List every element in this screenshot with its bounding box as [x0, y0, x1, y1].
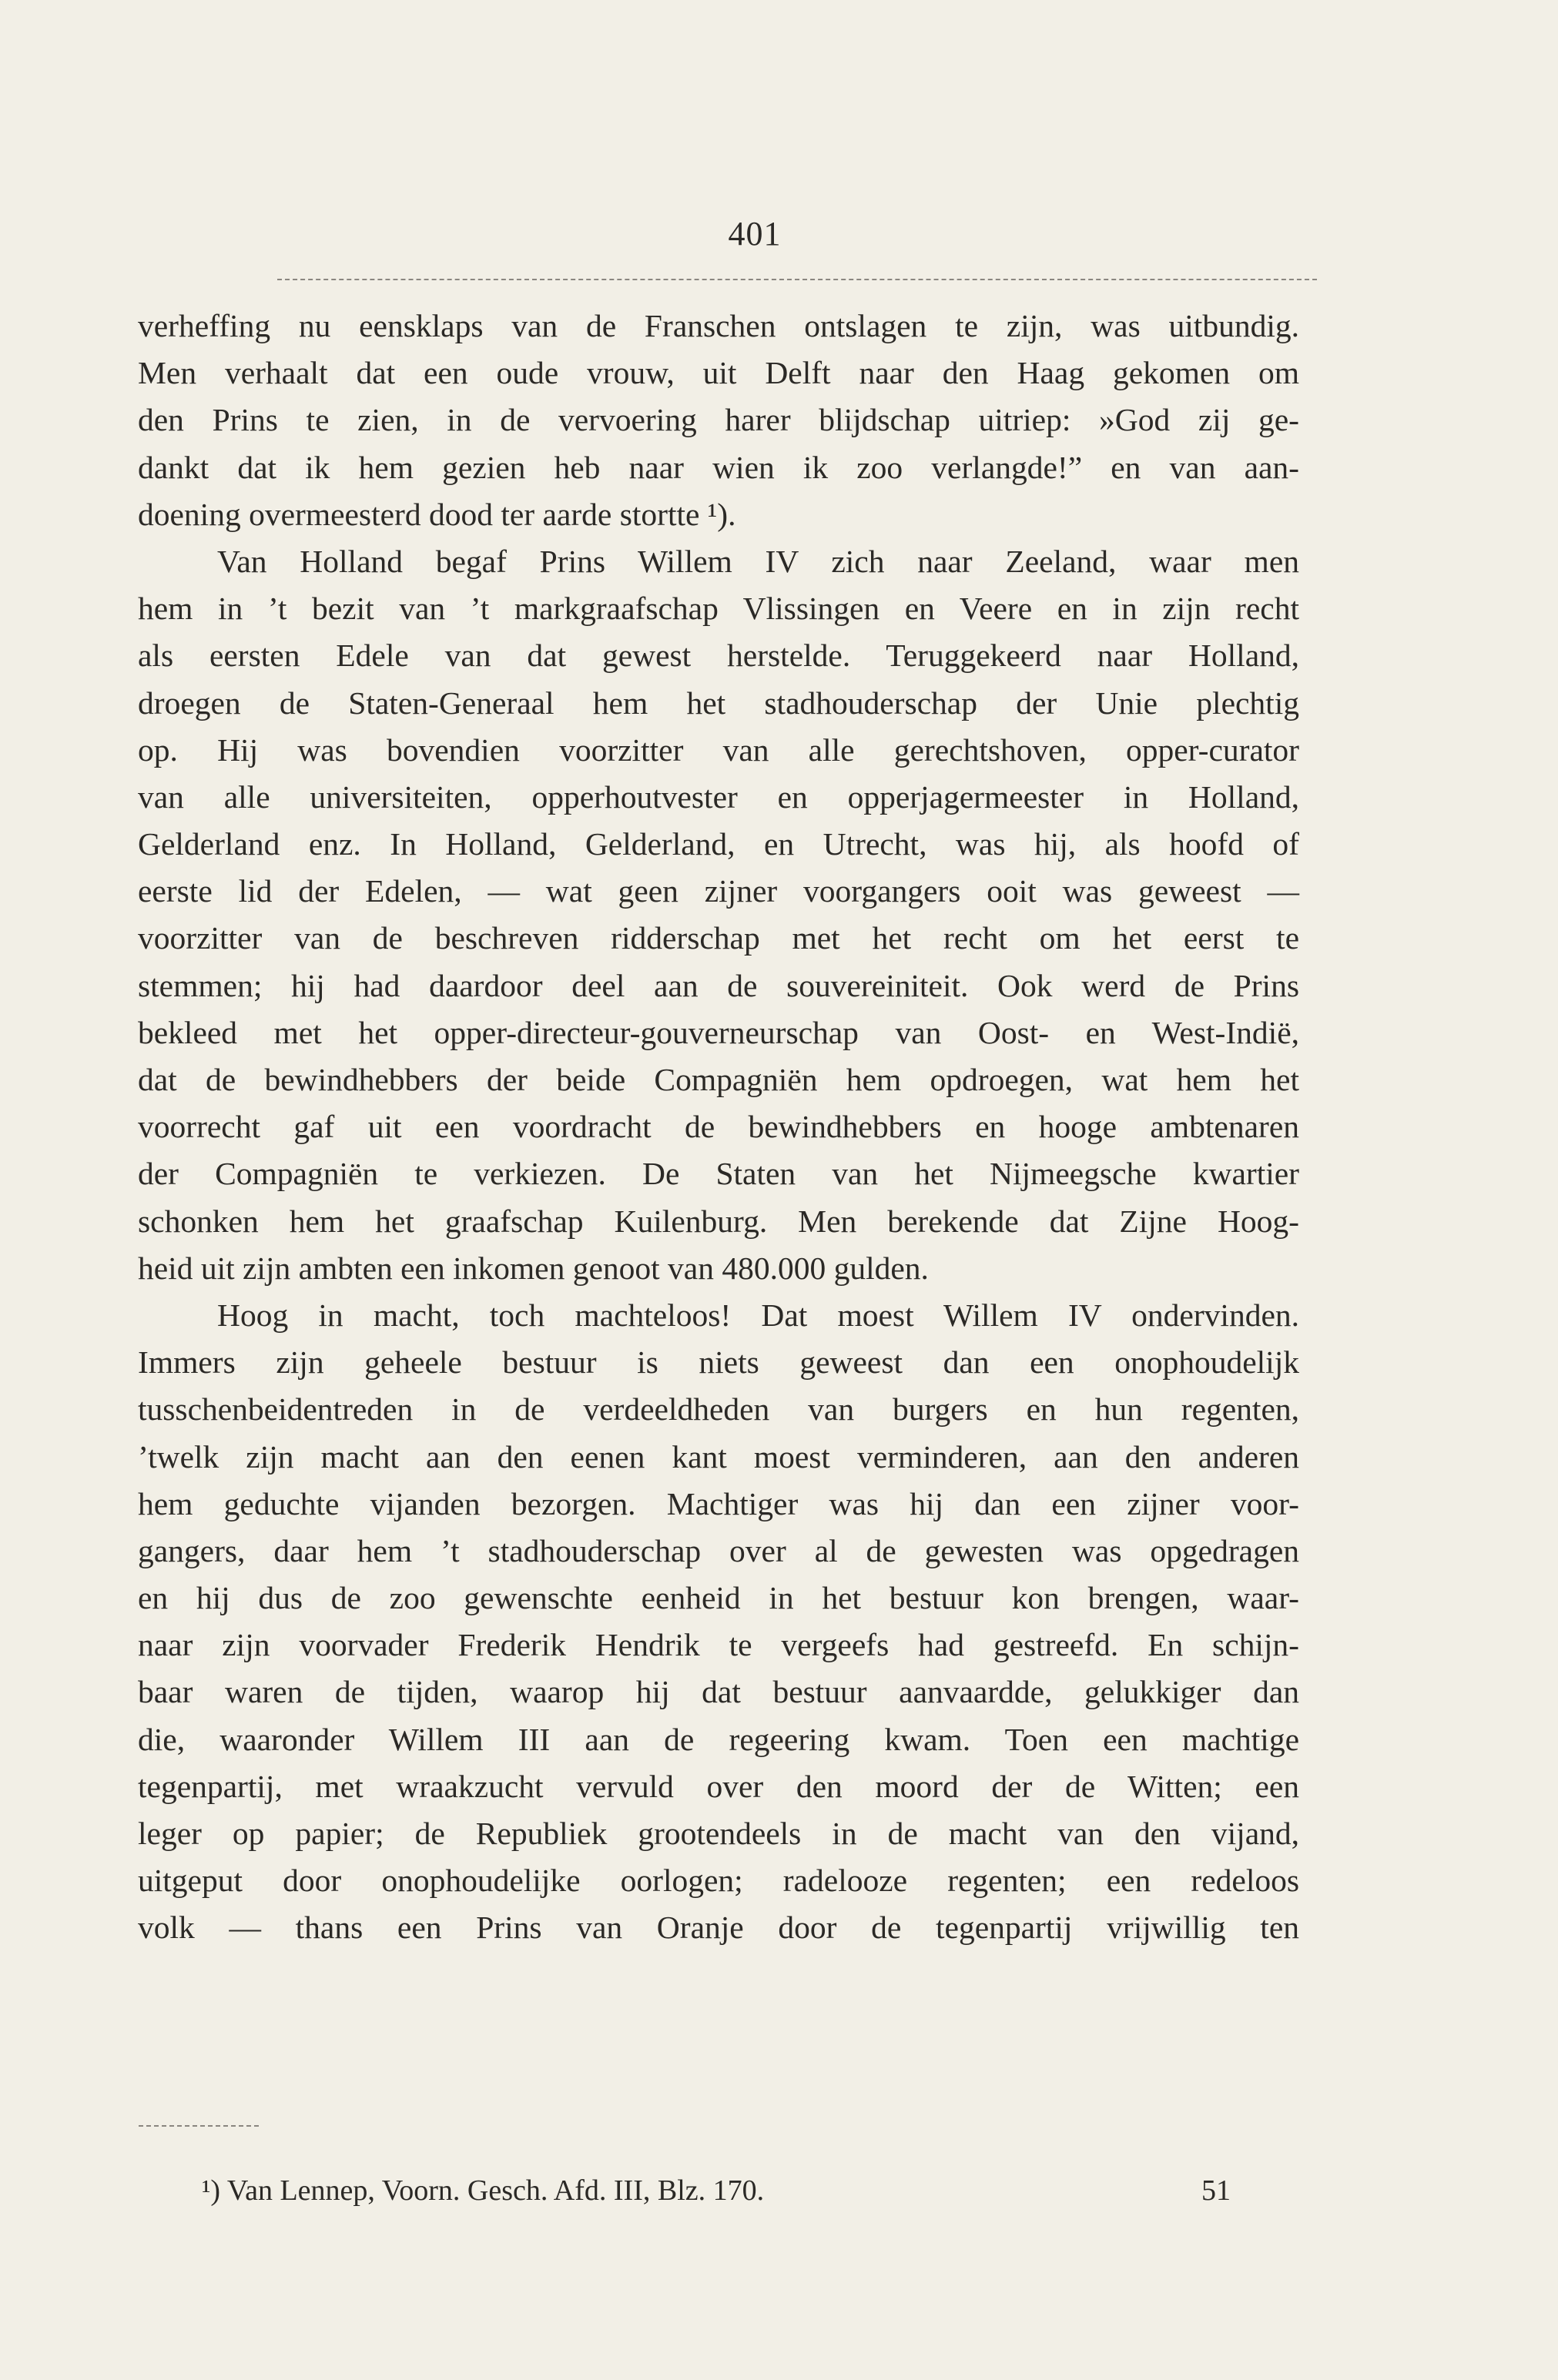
text-line: voorzitter van de beschreven ridderschap met het recht om het eerst te	[138, 920, 1299, 956]
footnote-rule	[139, 2125, 259, 2127]
text-line: tusschenbeidentreden in de verdeeldheden van burgers en hun regenten,	[138, 1391, 1299, 1428]
page-number: 401	[728, 215, 782, 253]
footnote-text: Van Lennep, Voorn. Gesch. Afd. III, Blz. 170.	[226, 2174, 765, 2207]
text-line: ’twelk zijn macht aan den eenen kant moest verminderen, aan den anderen	[138, 1438, 1299, 1475]
text-line: naar zijn voorvader Frederik Hendrik te vergeefs had gestreefd. En schijn-	[138, 1627, 1299, 1663]
text-line: stemmen; hij had daardoor deel aan de souvereiniteit. Ook werd de Prins	[138, 967, 1299, 1003]
text-line: heid uit zijn ambten een inkomen genoot van 480.000 gulden.	[138, 1250, 929, 1286]
text-line: uitgeput door onophoudelijke oorlogen; radelooze regenten; een redeloos	[138, 1863, 1299, 1899]
footnote	[202, 2174, 764, 2208]
text-line: Immers zijn geheele bestuur is niets geweest dan een onophoudelijk	[138, 1344, 1299, 1381]
text-line: doening overmeesterd dood ter aarde stortte ¹).	[138, 496, 736, 532]
text-line: baar waren de tijden, waarop hij dat bestuur aanvaardde, gelukkiger dan	[138, 1674, 1299, 1710]
text-line: Van Holland begaf Prins Willem IV zich naar Zeeland, waar men	[217, 543, 1299, 579]
text-line: gangers, daar hem ’t stadhouderschap over al de gewesten was opgedragen	[138, 1532, 1299, 1568]
text-line: dankt dat ik hem gezien heb naar wien ik zoo verlangde!” en van aan-	[138, 449, 1299, 485]
text-line: hem geduchte vijanden bezorgen. Machtiger was hij dan een zijner voor-	[138, 1485, 1299, 1521]
text-line: voorrecht gaf uit een voordracht de bewindhebbers en hooge ambtenaren	[138, 1109, 1299, 1145]
text-line: Gelderland enz. In Holland, Gelderland, en Utrecht, was hij, als hoofd of	[138, 826, 1299, 862]
text-line: bekleed met het opper-directeur-gouverneurschap van Oost- en West-Indië,	[138, 1014, 1299, 1050]
header-rule	[277, 279, 1317, 280]
text-line: volk — thans een Prins van Oranje door de tegenpartij vrijwillig ten	[138, 1910, 1299, 1946]
text-line: den Prins te zien, in de vervoering harer blijdschap uitriep: »God zij ge-	[138, 402, 1299, 438]
text-line: van alle universiteiten, opperhoutvester en opperjagermeester in Holland,	[138, 778, 1299, 815]
text-line: dat de bewindhebbers der beide Compagniën hem opdroegen, wat hem het	[138, 1062, 1299, 1097]
text-line: droegen de Staten-Generaal hem het stadhouderschap der Unie plechtig	[138, 685, 1299, 721]
text-line: en hij dus de zoo gewenschte eenheid in het bestuur kon brengen, waar-	[138, 1580, 1299, 1616]
text-line: der Compagniën te verkiezen. De Staten van het Nijmeegsche kwartier	[138, 1156, 1299, 1192]
text-line: leger op papier; de Republiek grootendeels in de macht van den vijand,	[138, 1816, 1299, 1851]
text-line: tegenpartij, met wraakzucht vervuld over den moord der de Witten; een	[138, 1768, 1299, 1804]
text-line: eerste lid der Edelen, — wat geen zijner voorgangers ooit was geweest —	[138, 873, 1299, 909]
text-line: Men verhaalt dat een oude vrouw, uit Delft naar den Haag gekomen om	[138, 355, 1299, 391]
text-line: Hoog in macht, toch machteloos! Dat moest Willem IV ondervinden.	[217, 1297, 1299, 1333]
text-line: verheffing nu eensklaps van de Franschen ontslagen te zijn, was uitbundig.	[138, 308, 1299, 343]
text-line: als eersten Edele van dat gewest herstelde. Teruggekeerd naar Holland,	[138, 638, 1299, 674]
footnote-marker: ¹)	[202, 2174, 221, 2207]
text-line: op. Hij was bovendien voorzitter van alle gerechtshoven, opper-curator	[138, 731, 1299, 768]
signature-mark: 51	[1201, 2174, 1231, 2207]
body-text	[138, 303, 1299, 1952]
text-line: die, waaronder Willem III aan de regeering kwam. Toen een machtige	[138, 1721, 1299, 1757]
text-line: hem in ’t bezit van ’t markgraafschap Vlissingen en Veere en in zijn recht	[138, 591, 1299, 627]
text-line: schonken hem het graafschap Kuilenburg. Men berekende dat Zijne Hoog-	[138, 1203, 1299, 1239]
